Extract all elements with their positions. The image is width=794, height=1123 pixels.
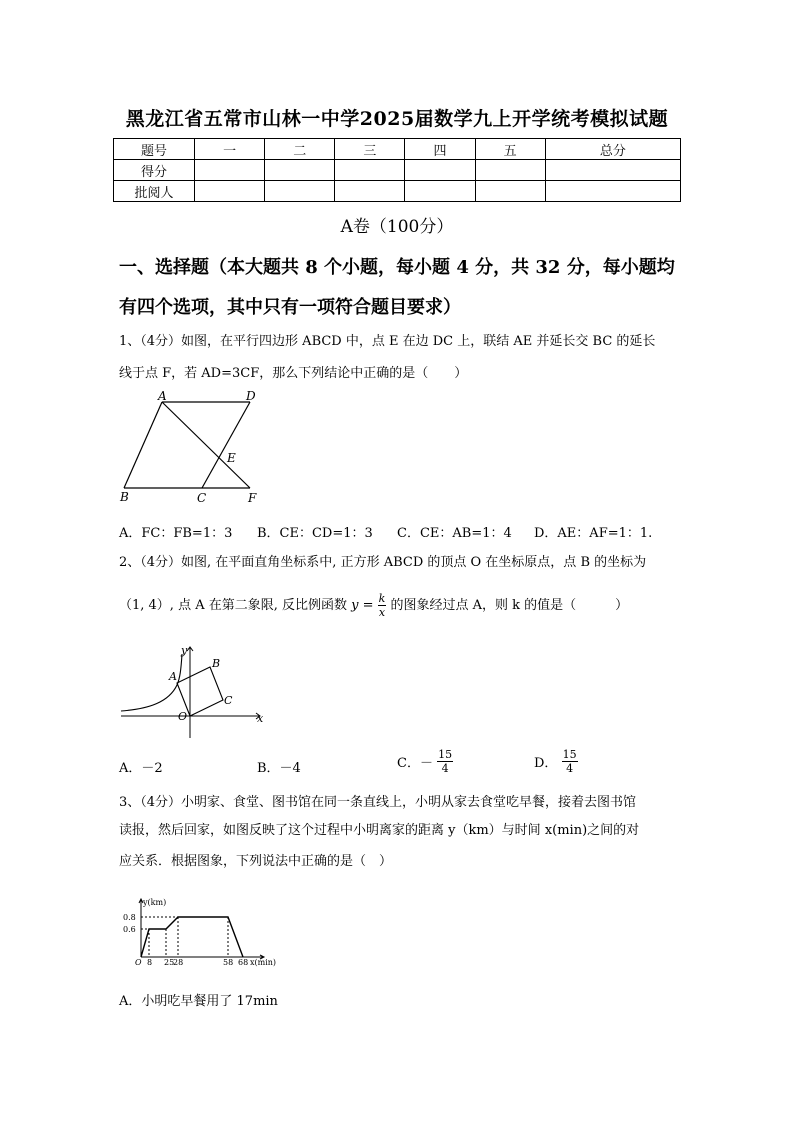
- q2-formula-numerator: k: [378, 592, 386, 605]
- score-cell: [265, 160, 335, 181]
- grader-cell: [195, 181, 265, 202]
- part1-heading-line2: 有四个选项，其中只有一项符合题目要求）: [119, 297, 461, 318]
- q3-x-tick: 28: [173, 958, 184, 967]
- q3-x-tick: 8: [147, 958, 153, 967]
- q3-y-tick: 0.6: [123, 925, 136, 934]
- score-row: [114, 160, 681, 181]
- q2-text-line1: 2、（4分）如图, 在平面直角坐标系中, 正方形 ABCD 的顶点 O 在坐标原点，点 B 的坐标为: [119, 555, 647, 570]
- header-cell: 总分: [545, 139, 680, 160]
- q2-formula-fraction: [378, 592, 387, 619]
- q1-label-d: D: [246, 390, 256, 403]
- score-table: [113, 138, 681, 202]
- q2-option-a: A．－2: [119, 761, 163, 776]
- row-label: 得分: [114, 160, 195, 181]
- q2-option-d-numerator: 15: [562, 748, 577, 761]
- score-cell: [335, 160, 405, 181]
- row-label: 批阅人: [114, 181, 195, 202]
- q2-label-c: C: [224, 694, 233, 707]
- q2-option-d-prefix: D．: [534, 756, 558, 771]
- q2-line2-pre: （1, 4）, 点 A 在第二象限, 反比例函数: [119, 598, 347, 613]
- section-a-title: A卷（100分）: [340, 217, 454, 237]
- q1-option-b: B．CE：CD=1：3: [257, 526, 373, 541]
- q2-label-y: y: [181, 644, 188, 657]
- q3-distance-time-graph: [118, 896, 288, 968]
- part1-heading-line1: 一、选择题（本大题共 8 个小题，每小题 4 分，共 32 分，每小题均: [119, 257, 675, 278]
- q2-label-x: x: [257, 712, 264, 725]
- header-cell: 二: [265, 139, 335, 160]
- q1-option-c: C．CE：AB=1：4: [397, 526, 512, 541]
- q3-text-line1: 3、（4分）小明家、食堂、图书馆在同一条直线上，小明从家去食堂吃早餐，接着去图书馆: [119, 795, 637, 810]
- q1-label-a: A: [158, 390, 167, 403]
- score-cell: [195, 160, 265, 181]
- header-cell: 三: [335, 139, 405, 160]
- grader-cell: [335, 181, 405, 202]
- q2-coordinate-figure: [119, 640, 267, 740]
- grader-cell: [265, 181, 335, 202]
- q3-x-axis-label: x(min): [250, 958, 277, 967]
- q2-label-a: A: [169, 670, 177, 683]
- q2-option-d-fraction: [562, 748, 578, 775]
- q3-origin-label: O: [135, 958, 142, 967]
- q1-parallelogram-figure: [115, 390, 265, 508]
- q1-label-c: C: [197, 491, 207, 505]
- score-cell: [405, 160, 475, 181]
- grader-row: [114, 181, 681, 202]
- q1-label-e: E: [227, 451, 236, 465]
- q2-option-c-denominator: 4: [441, 762, 449, 775]
- q1-label-f: F: [248, 491, 257, 505]
- q2-line2-post: 的图象经过点 A，则 k 的值是（ ）: [390, 598, 629, 613]
- grader-cell: [405, 181, 475, 202]
- q2-option-d: [534, 748, 578, 775]
- q3-option-a: A．小明吃早餐用了 17min: [119, 994, 278, 1009]
- exam-title: 黑龙江省五常市山林一中学2025届数学九上开学统考模拟试题: [125, 108, 669, 130]
- q2-option-b: B．－4: [257, 761, 301, 776]
- q2-label-b: B: [212, 657, 221, 670]
- header-cell: 五: [475, 139, 545, 160]
- q3-text-line2: 读报，然后回家，如图反映了这个过程中小明离家的距离 y（km）与时间 x(min)之间的对: [119, 823, 640, 838]
- q2-option-c-prefix: C．－: [397, 756, 433, 771]
- header-cell: 一: [195, 139, 265, 160]
- q2-option-d-denominator: 4: [566, 762, 574, 775]
- q2-formula-lhs: y =: [351, 598, 374, 613]
- q1-text-line2: 线于点 F，若 AD=3CF，那么下列结论中正确的是（ ）: [119, 366, 468, 381]
- q3-y-axis-label: y(km): [143, 898, 167, 907]
- header-cell: 题号: [114, 139, 195, 160]
- q1-option-d: D．AE：AF=1：1.: [534, 526, 653, 541]
- q3-x-tick: 58: [223, 958, 234, 967]
- q2-text-line2: [119, 591, 679, 621]
- score-cell: [545, 160, 680, 181]
- q2-label-o: O: [178, 710, 188, 723]
- score-table-header-row: [114, 139, 681, 160]
- q3-x-tick: 25: [164, 958, 175, 967]
- q2-formula-denominator: x: [378, 606, 386, 619]
- q1-text-line1: 1、（4分）如图，在平行四边形 ABCD 中，点 E 在边 DC 上，联结 AE 并延长交 BC 的延长: [119, 334, 656, 349]
- grader-cell: [475, 181, 545, 202]
- q1-option-a: A．FC：FB=1：3: [119, 526, 233, 541]
- q2-option-c-fraction: [437, 748, 453, 775]
- q3-x-tick: 68: [238, 958, 249, 967]
- header-cell: 四: [405, 139, 475, 160]
- q3-y-tick: 0.8: [123, 913, 136, 922]
- q2-option-c-numerator: 15: [438, 748, 453, 761]
- q2-option-c: [397, 748, 453, 775]
- q3-text-line3: 应关系．根据图象，下列说法中正确的是（ ）: [119, 854, 393, 869]
- q1-label-b: B: [120, 490, 129, 504]
- grader-cell: [545, 181, 680, 202]
- score-cell: [475, 160, 545, 181]
